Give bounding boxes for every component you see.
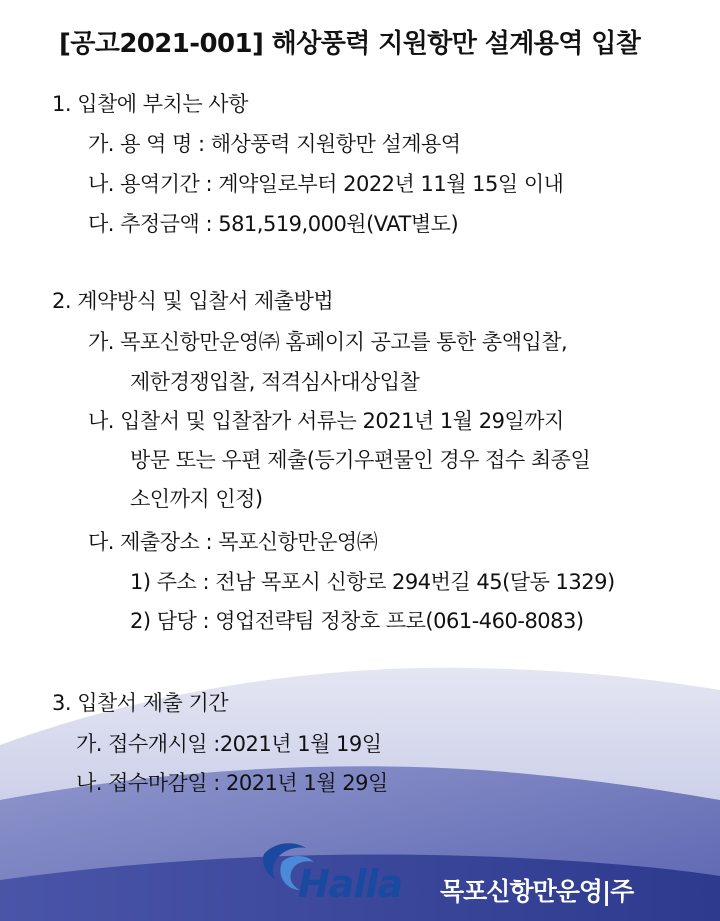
page-title: [공고2021-001] 해상풍력 지원항만 설계용역 입찰	[59, 29, 641, 59]
section-2-item-b: 나. 입찰서 및 입찰참가 서류는 2021년 1월 29일까지	[88, 409, 564, 433]
section-2-item-b-cont1: 방문 또는 우편 제출(등기우편물인 경우 접수 최종일	[130, 448, 591, 472]
section-2-item-a-cont: 제한경쟁입찰, 적격심사대상입찰	[130, 370, 420, 394]
company-name: 목포신항만운영|주	[440, 877, 634, 906]
section-2-heading: 2. 계약방식 및 입찰서 제출방법	[52, 289, 334, 313]
section-3-heading: 3. 입찰서 제출 기간	[52, 691, 229, 715]
section-2-item-a: 가. 목포신항만운영㈜ 홈페이지 공고를 통한 총액입찰,	[88, 330, 568, 354]
halla-logo-text: Halla	[298, 862, 403, 906]
section-1-item-c: 다. 추정금액 : 581,519,000원(VAT별도)	[88, 212, 459, 236]
section-2-item-c: 다. 제출장소 : 목포신항만운영㈜	[88, 530, 378, 554]
section-1-heading: 1. 입찰에 부치는 사항	[52, 92, 248, 116]
section-3-item-a: 가. 접수개시일 :2021년 1월 19일	[76, 732, 382, 756]
section-2-item-c-1: 1) 주소 : 전남 목포시 신항로 294번길 45(달동 1329)	[130, 570, 615, 594]
section-1-item-b: 나. 용역기간 : 계약일로부터 2022년 11월 15일 이내	[88, 172, 564, 196]
section-2-item-c-2: 2) 담당 : 영업전략팀 정창호 프로(061-460-8083)	[130, 609, 584, 633]
section-2-item-b-cont2: 소인까지 인정)	[130, 487, 263, 511]
section-3-item-b: 나. 접수마감일 : 2021년 1월 29일	[76, 771, 388, 795]
section-1-item-a: 가. 용 역 명 : 해상풍력 지원항만 설계용역	[88, 132, 461, 156]
